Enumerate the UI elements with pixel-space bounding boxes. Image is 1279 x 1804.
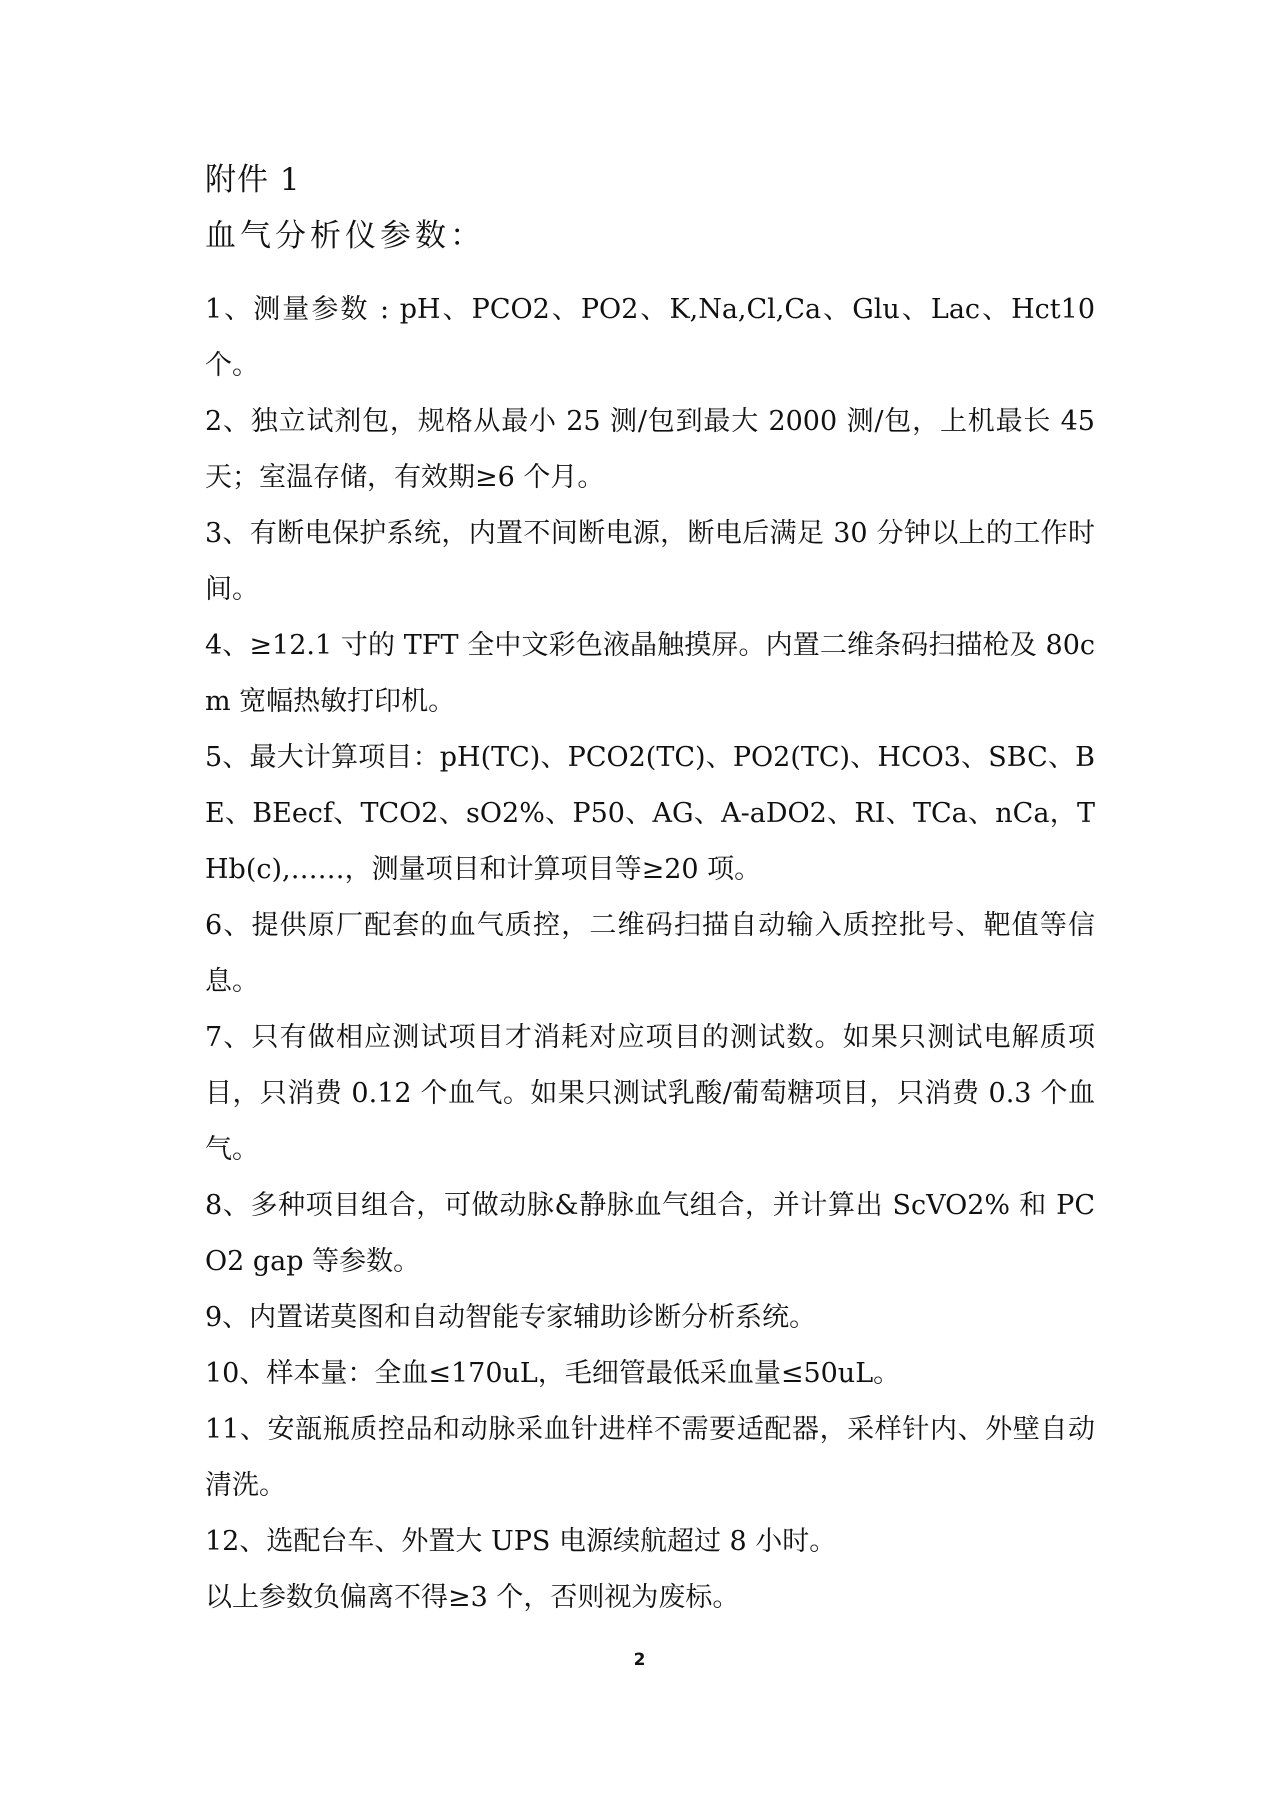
parameter-item-4: 4、≥12.1 寸的 TFT 全中文彩色液晶触摸屏。内置二维条码扫描枪及 80cm 宽幅热敏打印机。 (205, 630, 1095, 717)
parameter-item-11: 11、安瓿瓶质控品和动脉采血针进样不需要适配器，采样针内、外壁自动清洗。 (205, 1414, 1095, 1501)
parameter-item-8: 8、多种项目组合，可做动脉&静脉血气组合，并计算出 ScVO2% 和 PCO2 gap 等参数。 (205, 1190, 1095, 1277)
attachment-label: 附件 1 (205, 162, 301, 198)
parameter-item-6: 6、提供原厂配套的血气质控，二维码扫描自动输入质控批号、靶值等信息。 (205, 910, 1095, 997)
page-number: 2 (633, 1650, 646, 1670)
parameter-item-9: 9、内置诺莫图和自动智能专家辅助诊断分析系统。 (205, 1302, 817, 1333)
parameter-item-1: 1、测量参数 : pH、PCO2、PO2、K,Na,Cl,Ca、Glu、Lac、Hct10 个。 (205, 294, 1095, 381)
conclusion-note: 以上参数负偏离不得≥3 个，否则视为废标。 (205, 1582, 740, 1613)
parameter-item-2: 2、独立试剂包，规格从最小 25 测/包到最大 2000 测/包，上机最长 45 天；室温存储，有效期≥6 个月。 (205, 406, 1095, 493)
parameter-item-3: 3、有断电保护系统，内置不间断电源，断电后满足 30 分钟以上的工作时间。 (205, 518, 1095, 605)
parameter-item-5: 5、最大计算项目：pH(TC)、PCO2(TC)、PO2(TC)、HCO3、SBC、BE、BEecf、TCO2、sO2%、P50、AG、A-aDO2、RI、TCa、nCa，THb(c),……，测量项目和计算项目等≥20 项。 (205, 742, 1095, 885)
parameter-item-7: 7、只有做相应测试项目才消耗对应项目的测试数。如果只测试电解质项目，只消费 0.12 个血气。如果只测试乳酸/葡萄糖项目，只消费 0.3 个血气。 (205, 1022, 1095, 1165)
document-body (205, 160, 1095, 1626)
parameter-list (205, 282, 1095, 1570)
document-title: 血气分析仪参数： (205, 218, 485, 254)
parameter-item-10: 10、样本量：全血≤170uL，毛细管最低采血量≤50uL。 (205, 1358, 901, 1389)
parameter-item-12: 12、选配台车、外置大 UPS 电源续航超过 8 小时。 (205, 1526, 837, 1557)
